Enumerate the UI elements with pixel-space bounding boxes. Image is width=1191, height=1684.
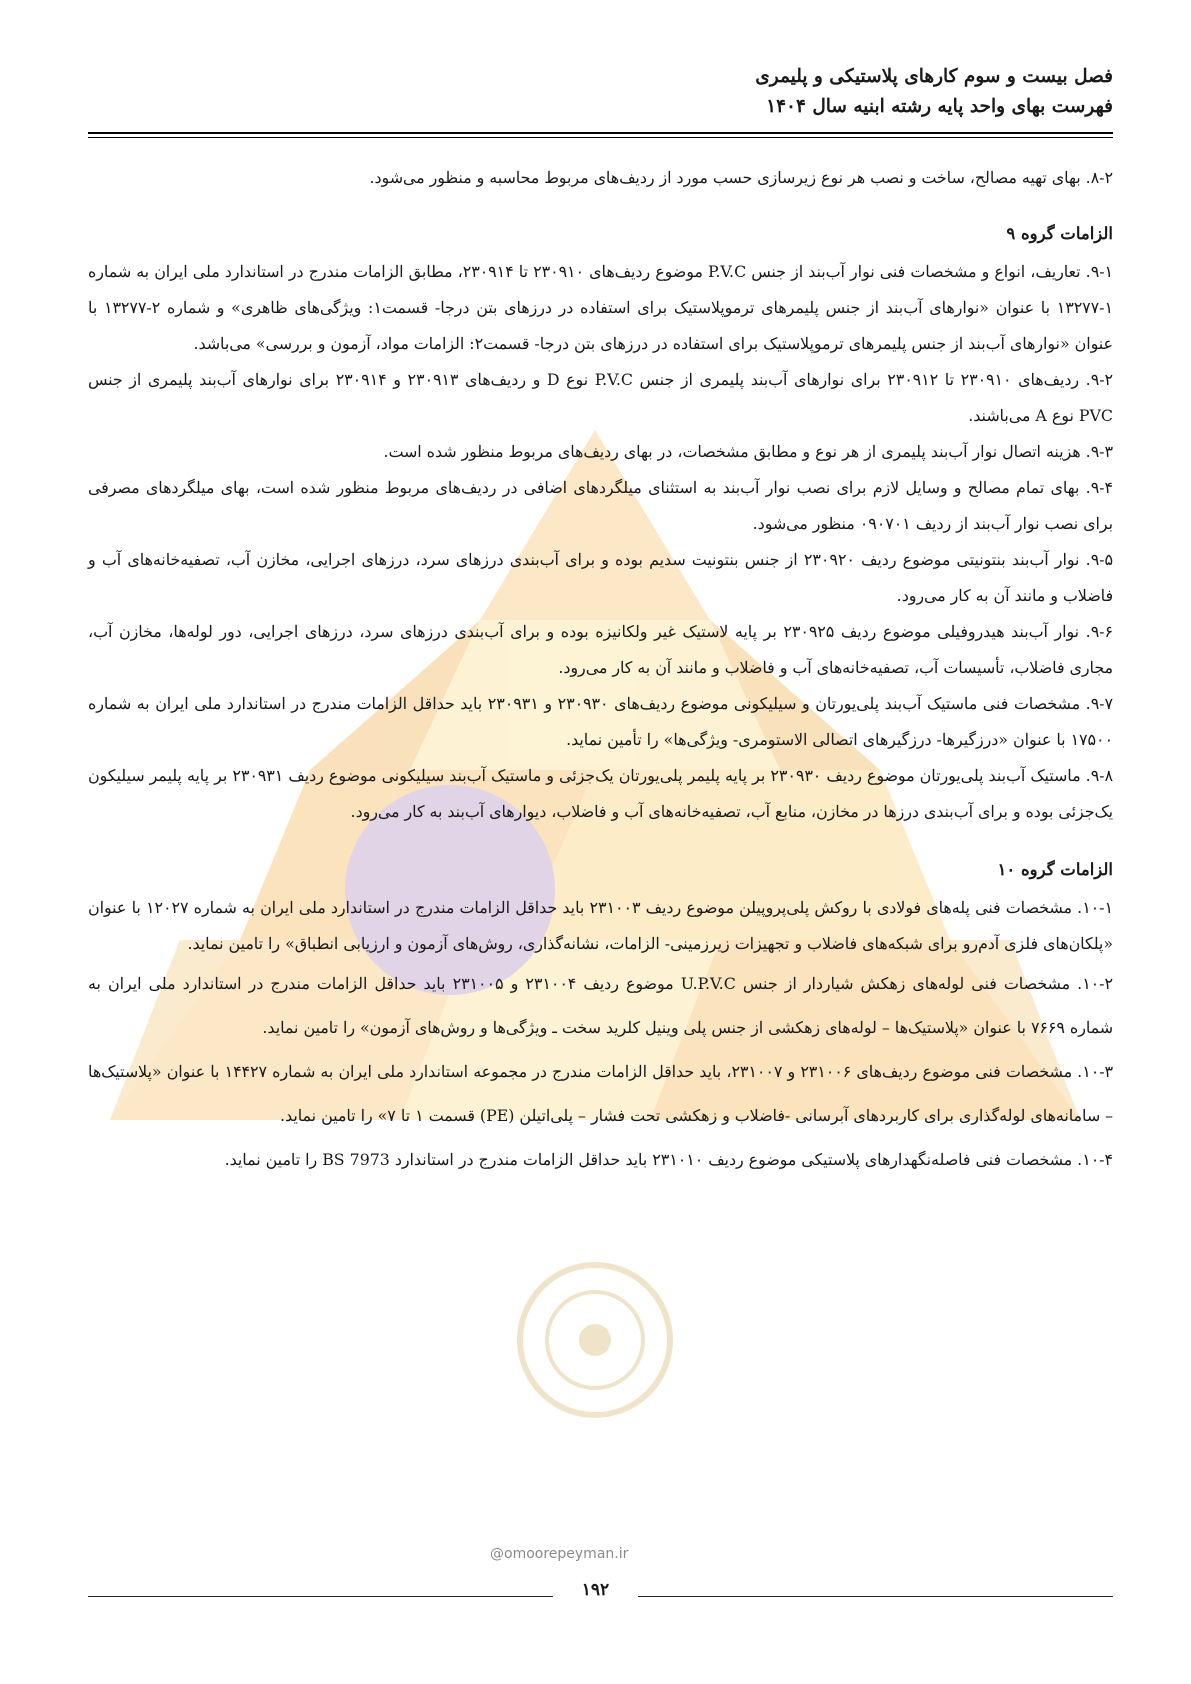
item-9-3: ۹-۳. هزینه اتصال نوار آب‌بند پلیمری از هر نوع و مطابق مشخصات، در بهای ردیف‌های مربوط منظور شده است. — [383, 442, 1113, 461]
document-page — [88, 62, 1113, 1182]
header-rule — [88, 132, 1113, 134]
item-10-4: ۱۰-۴. مشخصات فنی فاصله‌نگهدارهای پلاستیکی موضوع ردیف ۲۳۱۰۱۰ باید حداقل الزامات مندرج در استاندارد BS 7973 را تامین نماید. — [224, 1150, 1113, 1169]
document-body — [88, 160, 1113, 1182]
item-9-8: ۹-۸. ماستیک آب‌بند پلی‌یورتان موضوع ردیف ۲۳۰۹۳۰ بر پایه پلیمر پلی‌یورتان یک‌جزئی و ماستیک آب‌بند سیلیکونی موضوع ردیف ۲۳۰۹۳۱ بر پایه پلیمر سیلیکون یک‌جزئی بوده و برای آب‌بندی درزها در مخازن، منابع آب، تصفیه‌خانه‌های آب و فاضلاب، دیوارهای آب‌بند به کار می‌رود. — [88, 766, 1113, 821]
item-9-1: ۹-۱. تعاریف، انواع و مشخصات فنی نوار آب‌بند از جنس P.V.C موضوع ردیف‌های ۲۳۰۹۱۰ تا ۲۳۰۹۱۴، مطابق الزامات مندرج در استاندارد ملی ایران به شماره ۱-۱۳۲۷۷ با عنوان «نوارهای آب‌بند از جنس پلیمرهای ترموپلاستیک برای استفاده در درزهای بتن درجا- قسمت۱: ویژگی‌های ظاهری» و شماره ۲-۱۳۲۷۷ با عنوان «نوارهای آب‌بند از جنس پلیمرهای ترموپلاستیک برای استفاده در درزهای بتن درجا- قسمت۲: الزامات مواد، آزمون و بررسی» می‌باشد. — [88, 262, 1114, 353]
item-10-1: ۱۰-۱. مشخصات فنی پله‌های فولادی با روکش پلی‌پروپیلن موضوع ردیف ۲۳۱۰۰۳ باید حداقل الزامات مندرج در استاندارد ملی ایران به شماره ۱۲۰۲۷ با عنوان «پلکان‌های فلزی آدم‌رو برای شبکه‌های فاضلاب و تجهیزات زیرزمینی- الزامات، نشانه‌گذاری، روش‌های آزمون و ارزیابی انطباق» را تامین نماید. — [88, 898, 1113, 953]
page-header — [88, 62, 1113, 138]
group-10-title: الزامات گروه ۱۰ — [997, 860, 1113, 879]
item-10-3: ۱۰-۳. مشخصات فنی موضوع ردیف‌های ۲۳۱۰۰۶ و ۲۳۱۰۰۷، باید حداقل الزامات مندرج در مجموعه استاندارد ملی ایران به شماره ۱۴۴۲۷ با عنوان «پلاستیک‌ها – سامانه‌های لوله‌گذاری برای کاربردهای آبرسانی -فاضلاب و زهکشی تحت فشار – پلی‌اتیلن (PE) قسمت ۱ تا ۷» را تامین نماید. — [88, 1062, 1114, 1125]
header-rule-thin — [88, 137, 1113, 138]
item-9-7: ۹-۷. مشخصات فنی ماستیک آب‌بند پلی‌یورتان و سیلیکونی موضوع ردیف‌های ۲۳۰۹۳۰ و ۲۳۰۹۳۱ باید حداقل الزامات مندرج در استاندارد ملی ایران به شماره ۱۷۵۰۰ با عنوان «درزگیرها- درزگیرهای اتصالی الاستومری- ویژگی‌ها» را تأمین نماید. — [88, 694, 1113, 749]
item-10-2: ۱۰-۲. مشخصات فنی لوله‌های زهکش شیاردار از جنس U.P.V.C موضوع ردیف ۲۳۱۰۰۴ و ۲۳۱۰۰۵ باید حداقل الزامات مندرج در استاندارد ملی ایران به شماره ۷۶۶۹ با عنوان «پلاستیک‌ها – لوله‌های زهکشی از جنس پلی وینیل کلرید سخت ـ ویژگی‌ها و روش‌های آزمون» را تامین نماید. — [88, 974, 1113, 1037]
item-9-2: ۹-۲. ردیف‌های ۲۳۰۹۱۰ تا ۲۳۰۹۱۲ برای نوارهای آب‌بند پلیمری از جنس P.V.C نوع D و ردیف‌های ۲۳۰۹۱۳ و ۲۳۰۹۱۴ برای نوارهای آب‌بند پلیمری از جنس PVC نوع A می‌باشند. — [88, 370, 1114, 425]
footer-rule-left — [88, 1596, 553, 1597]
page-number: ۱۹۲ — [581, 1580, 610, 1600]
watermark-url: @omoorepeyman.ir — [490, 1546, 629, 1562]
footer-rule-right — [638, 1596, 1113, 1597]
chapter-title: فصل بیست و سوم کارهای پلاستیکی و پلیمری — [755, 66, 1113, 87]
group-9-title: الزامات گروه ۹ — [1006, 224, 1113, 243]
item-8-2: ۸-۲. بهای تهیه مصالح، ساخت و نصب هر نوع زیرسازی حسب مورد از ردیف‌های مربوط محاسبه و منظور می‌شود. — [369, 168, 1113, 187]
item-9-4: ۹-۴. بهای تمام مصالح و وسایل لازم برای نصب نوار آب‌بند به استثنای میلگردهای اضافی در ردیف‌های مربوط منظور شده است، بهای میلگردهای مصرفی برای نصب نوار آب‌بند از ردیف ۰۹۰۷۰۱ منظور می‌شود. — [88, 478, 1113, 533]
item-9-6: ۹-۶. نوار آب‌بند هیدروفیلی موضوع ردیف ۲۳۰۹۲۵ بر پایه لاستیک غیر ولکانیزه بوده و برای آب‌بندی درزهای سرد، درزهای اجرایی، دور لوله‌ها، مخازن آب، مجاری فاضلاب، تأسیسات آب، تصفیه‌خانه‌های آب و فاضلاب و مانند آن به کار می‌رود. — [88, 622, 1113, 677]
document-subtitle: فهرست بهای واحد پایه رشته ابنیه سال ۱۴۰۴ — [766, 96, 1113, 117]
item-9-5: ۹-۵. نوار آب‌بند بنتونیتی موضوع ردیف ۲۳۰۹۲۰ از جنس بنتونیت سدیم بوده و برای آب‌بندی درزهای سرد، درزهای اجرایی، مخازن آب، تصفیه‌خانه‌های آب و فاضلاب و مانند آن به کار می‌رود. — [88, 550, 1113, 605]
